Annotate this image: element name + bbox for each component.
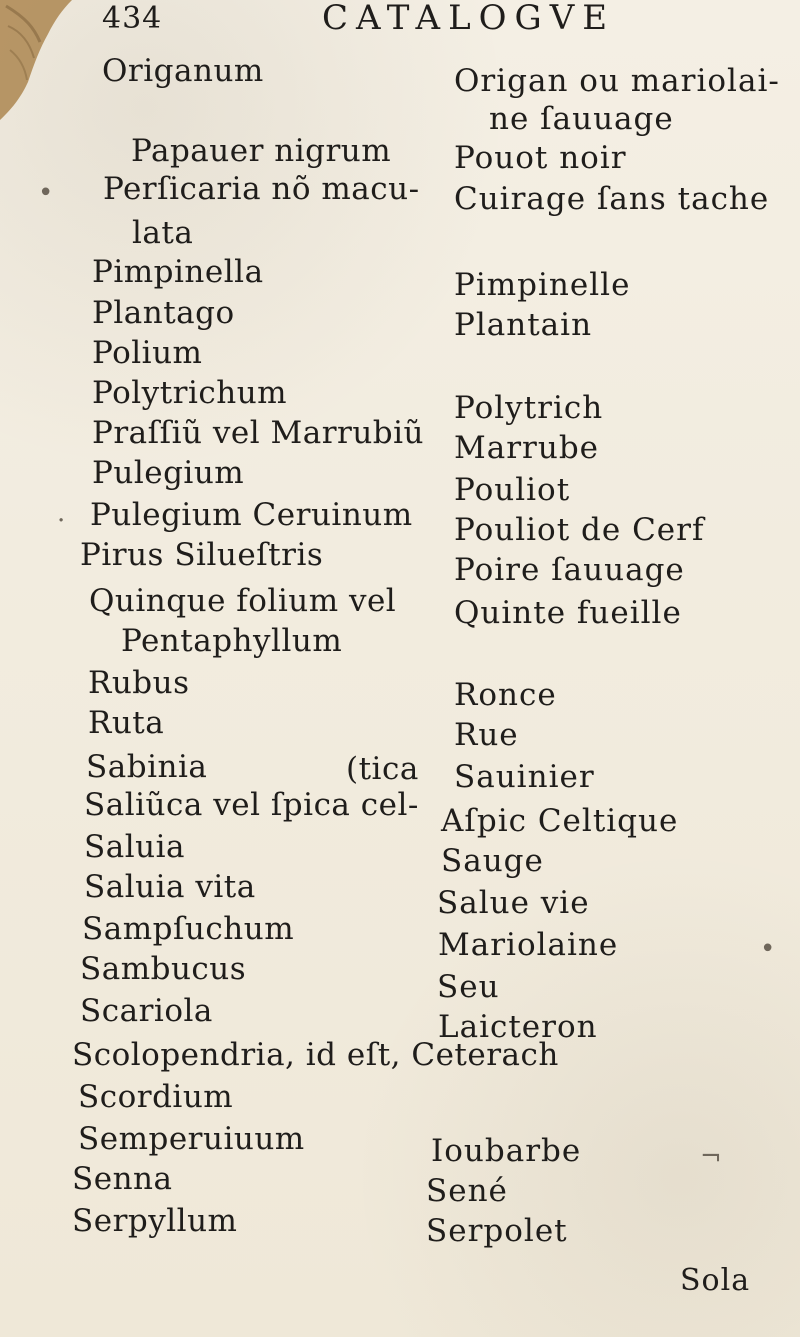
entry-left-polytrichum: Polytrichum [92,375,288,411]
entry-right-salue-vie: Salue vie [437,885,590,921]
entry-left-plantago: Plantago [92,295,235,331]
entry-right-ioubarbe: Ioubarbe [431,1133,582,1169]
entry-left-senna: Senna [72,1161,173,1197]
entry-right-ne-sauuage: ne ſauuage [489,101,674,137]
entry-right-poire-sauuage: Poire ſauuage [454,552,685,588]
entry-left-scordium: Scordium [78,1079,234,1115]
entry-left-quinque-folium: Quinque folium vel [89,583,397,619]
entry-right-aspic-celtique: Aſpic Celtique [441,803,679,839]
entry-right-origan: Origan ou mariolai- [454,63,780,99]
entry-right-laicteron: Laicteron [438,1009,598,1045]
entry-left-semperuiuum: Semperuiuum [78,1121,305,1157]
entry-right-pouot-noir: Pouot noir [454,140,627,176]
entry-left-sampsuchum: Sampſuchum [82,911,295,947]
entry-right-sauge: Sauge [441,843,544,879]
entry-right-pouliot-de-cerf: Pouliot de Cerf [454,512,705,548]
entry-left-ruta: Ruta [88,705,165,741]
faint-dot-3: • [760,934,776,964]
entry-right-ronce: Ronce [454,677,557,713]
faint-dot-1: • [38,178,54,208]
entry-right-seu: Seu [437,969,500,1005]
entry-left-pulegium: Pulegium [92,455,245,491]
entry-right-marrube: Marrube [454,430,600,466]
entry-left-pirus-siluestris: Pirus Silueſtris [80,537,324,573]
entry-left-pentaphyllum: Pentaphyllum [121,623,343,659]
entry-left-scolopendria: Scolopendria, id eſt, Ceterach [72,1037,559,1073]
faint-dot-2: · [57,506,66,536]
catchword: Sola [680,1263,751,1298]
entry-left-serpyllum: Serpyllum [72,1203,238,1239]
page-number: 434 [102,1,163,36]
entry-left-scariola: Scariola [80,993,213,1029]
entry-right-cuirage-sans-tache: Cuirage ſans tache [454,181,770,217]
entry-right-plantain: Plantain [454,307,593,343]
entry-left-persicaria: Perſicaria nõ macu- [103,171,420,207]
entry-left-saluia: Saluia [84,829,185,865]
entry-left-pulegium-ceruinum: Pulegium Ceruinum [90,497,413,533]
entry-left-sambucus: Sambucus [80,951,247,987]
entry-right-quinte-fueille: Quinte fueille [454,595,682,631]
entry-right-polytrich: Polytrich [454,390,604,426]
entry-left-sabinia: Sabinia [86,749,208,785]
entry-right-mariolaine: Mariolaine [438,927,619,963]
entry-left-polium: Polium [92,335,203,371]
entry-left-saluia-vita: Saluia vita [84,869,256,905]
entry-left-lata: lata [132,215,194,251]
entry-right-pimpinelle: Pimpinelle [454,267,631,303]
entry-right-serpolet: Serpolet [426,1213,568,1249]
entry-left-tica-note: (tica [346,751,419,787]
entry-right-sauinier: Sauinier [454,759,595,795]
entry-left-papauer-nigrum: Papauer nigrum [131,133,392,169]
entry-left-pimpinella: Pimpinella [92,254,264,290]
damaged-corner-mark [0,0,90,120]
running-title: CATALOGVE [322,0,616,38]
entry-left-saliunca: Saliũca vel ſpica cel- [84,787,419,823]
entry-right-rue: Rue [454,717,519,753]
entry-right-sene: Sené [426,1173,508,1209]
entry-right-pouliot: Pouliot [454,472,571,508]
faint-dot-4: ¬ [700,1142,722,1172]
entry-left-origanum: Origanum [102,53,264,89]
entry-left-rubus: Rubus [88,665,190,701]
entry-left-prassium: Praſſiũ vel Marrubiũ [92,415,425,451]
